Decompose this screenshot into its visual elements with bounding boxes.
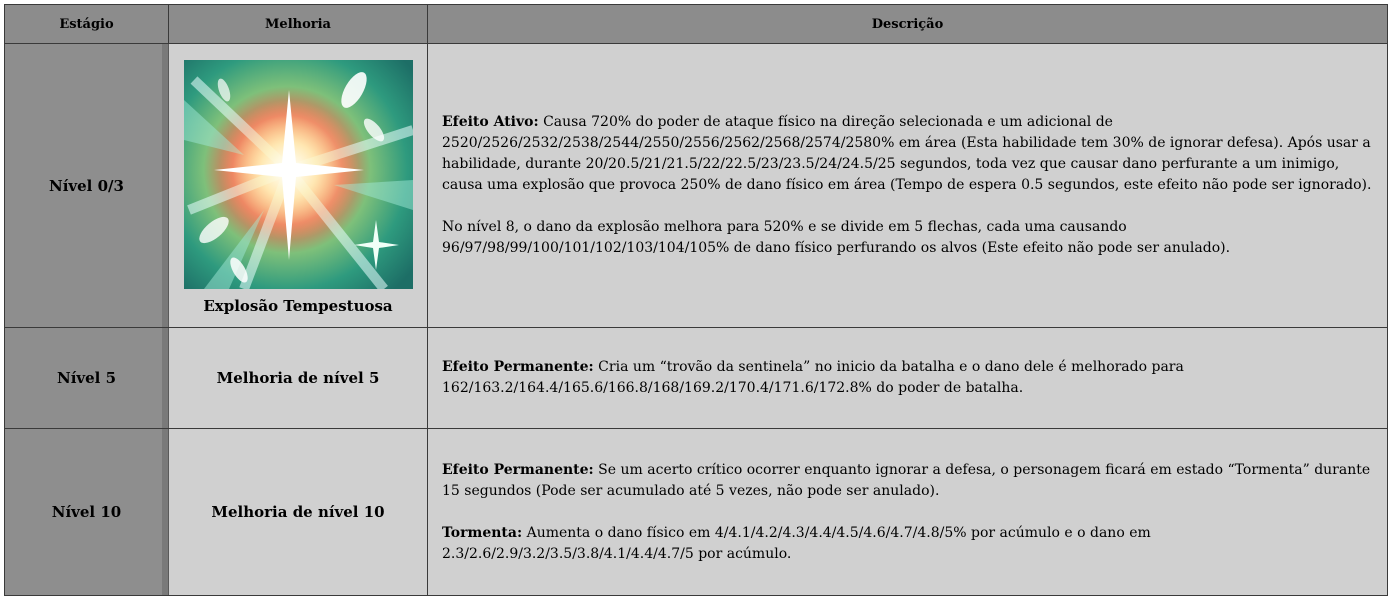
stage-cell: Nível 5 — [5, 328, 169, 429]
effect-label: Efeito Permanente: — [442, 461, 594, 478]
upgrade-table — [4, 4, 1388, 596]
upgrade-name: Explosão Tempestuosa — [203, 297, 393, 315]
effect-label: Efeito Ativo: — [442, 114, 539, 130]
starburst-skill-icon — [184, 60, 413, 289]
description-paragraph — [442, 460, 1381, 502]
effect-label: Efeito Permanente: — [442, 359, 594, 375]
description-paragraph — [442, 523, 1381, 565]
upgrade-cell: Melhoria de nível 5 — [169, 328, 428, 429]
stage-cell: Nível 10 — [5, 429, 169, 596]
description-paragraph — [442, 357, 1381, 399]
stage-cell: Nível 0/3 — [5, 44, 169, 328]
description-cell — [428, 429, 1388, 596]
table-row — [5, 328, 1388, 429]
effect-text: Aumenta o dano físico em 4/4.1/4.2/4.3/4.4/4.5/4.6/4.7/4.8/5% por acúmulo e o dano em 2.3/2.6/2.9/3.2/3.5/3.8/4.1/4.4/4.7/5 por acúmulo. — [442, 524, 1151, 562]
header-upgrade: Melhoria — [169, 5, 428, 44]
effect-text: Se um acerto crítico ocorrer enquanto ignorar a defesa, o personagem ficará em estado “Tormenta” durante 15 segundos (Pode ser acumulado até 5 vezes, não pode ser anulado). — [442, 461, 1371, 499]
header-description: Descrição — [428, 5, 1388, 44]
description-cell — [428, 44, 1388, 328]
effect-label: Tormenta: — [442, 524, 523, 541]
description-paragraph — [442, 112, 1381, 196]
effect-text: Causa 720% do poder de ataque físico na direção selecionada e um adicional de 2520/2526/2532/2538/2544/2550/2556/2562/2568/2574/2580% em área (Esta habilidade tem 30% de ignorar defesa). Após usar a habilidade, durante 20/20.5/21/21.5/22/22.5/23/23.5/24/24.5/25 segundos, toda vez que causar dano perfurante a um inimigo, causa uma explosão que provoca 250% de dano físico em área (Tempo de espera 0.5 segundos, este efeito não pode ser ignorado). — [442, 114, 1372, 193]
description-cell — [428, 328, 1388, 429]
upgrade-cell: Melhoria de nível 10 — [169, 429, 428, 596]
table-row — [5, 44, 1388, 328]
header-stage: Estágio — [5, 5, 169, 44]
header-row — [5, 5, 1388, 44]
effect-text: Cria um “trovão da sentinela” no inicio da batalha e o dano dele é melhorado para 162/163.2/164.4/165.6/166.8/168/169.2/170.4/171.6/172.8% do poder de batalha. — [442, 359, 1184, 396]
effect-text: No nível 8, o dano da explosão melhora para 520% e se divide em 5 flechas, cada uma causando 96/97/98/99/100/101/102/103/104/105% de dano físico perfurando os alvos (Este efeito não pode ser anulado). — [442, 219, 1231, 256]
upgrade-cell — [169, 44, 428, 328]
table-row — [5, 429, 1388, 596]
description-paragraph — [442, 217, 1381, 259]
